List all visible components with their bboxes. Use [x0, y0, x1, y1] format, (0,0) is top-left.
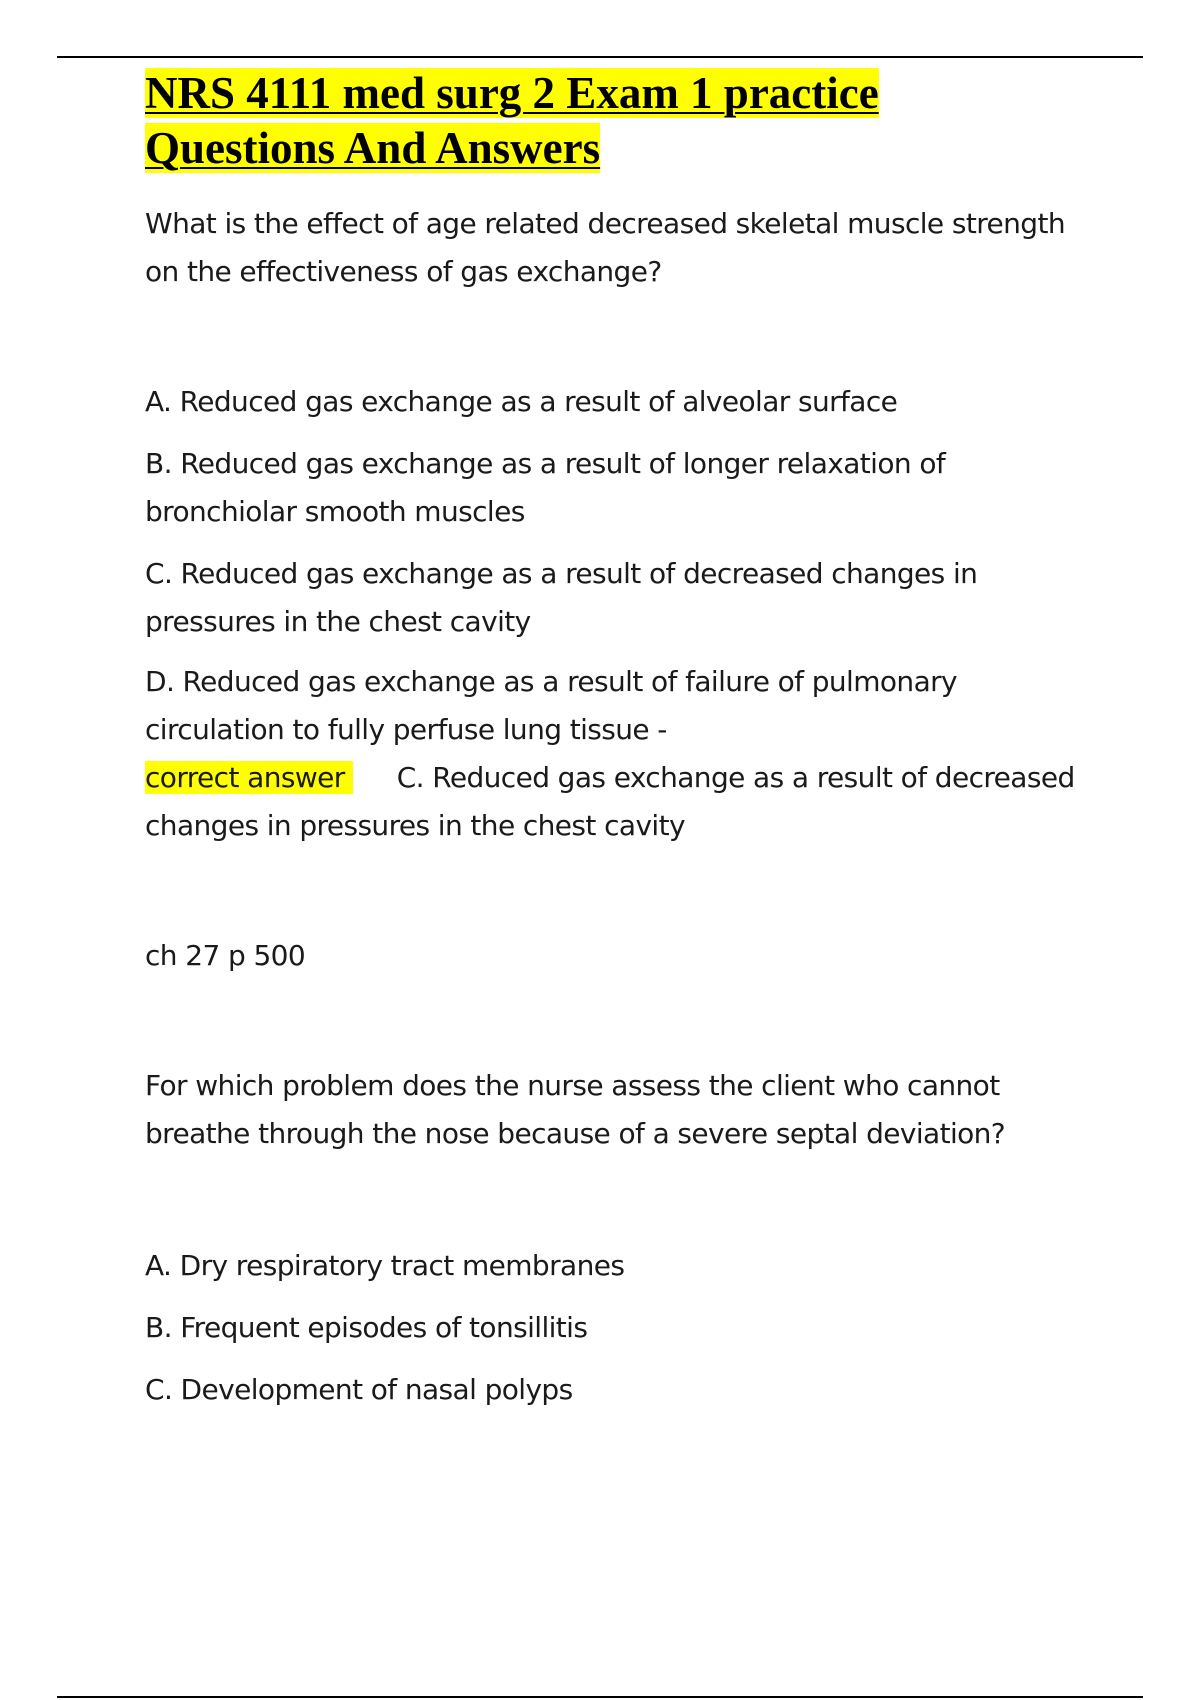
question-1-option-d: D. Reduced gas exchange as a result of failure of pulmonary circulation to fully perfuse lung tissue - — [145, 665, 958, 746]
top-rule — [57, 56, 1143, 58]
correct-answer-text: C. Reduced gas exchange as a result of decreased changes in pressures in the chest cavity — [145, 761, 1075, 842]
question-2-option-c: C. Development of nasal polyps — [145, 1373, 573, 1406]
question-1-option-a: A. Reduced gas exchange as a result of alveolar surface — [145, 385, 898, 418]
document-title — [145, 66, 1090, 176]
correct-answer-label: correct answer — [145, 761, 353, 794]
bottom-rule — [57, 1696, 1143, 1698]
question-2-option-a: A. Dry respiratory tract membranes — [145, 1249, 625, 1282]
question-2-option-b: B. Frequent episodes of tonsillitis — [145, 1311, 588, 1344]
question-1-answer — [145, 754, 1090, 850]
question-1-text: What is the effect of age related decreased skeletal muscle strength on the effectiveness of gas exchange? — [145, 207, 1065, 288]
document-body — [145, 66, 1090, 1414]
title-line-2: Questions And Answers — [145, 123, 601, 173]
question-2-text: For which problem does the nurse assess the client who cannot breathe through the nose because of a severe septal deviation? — [145, 1069, 1006, 1150]
title-line-1: NRS 4111 med surg 2 Exam 1 practice — [145, 68, 879, 118]
question-1-option-b: B. Reduced gas exchange as a result of longer relaxation of bronchiolar smooth muscles — [145, 447, 946, 528]
question-1-reference: ch 27 p 500 — [145, 939, 306, 972]
question-1-option-c: C. Reduced gas exchange as a result of decreased changes in pressures in the chest cavity — [145, 557, 978, 638]
